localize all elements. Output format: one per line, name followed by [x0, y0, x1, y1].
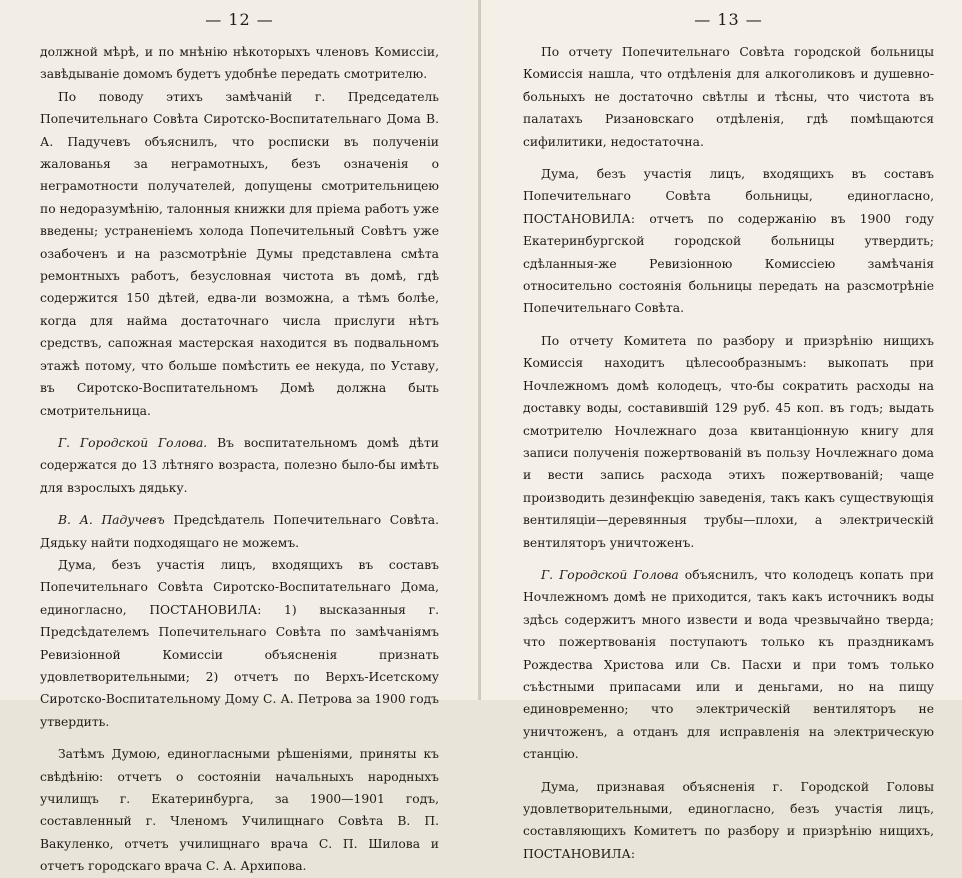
paragraph: По поводу этихъ замѣчаній г. Председатель Попечительнаго Совѣта Сиротско-Воспитательнаго Дома В. А. Падучевъ объяснилъ, что росписки въ полученіи жалованья за неграмотныхъ, безъ означенія о неграмотности получателей, допущены смотрительницею по недоразумѣнію, талонныя книжки для пріема работъ уже введены; устраненіемъ холода Попечительный Совѣтъ уже озабоченъ и на разсмотрѣніе Думы представлена смѣта ремонтныхъ работъ, безусловная чистота въ домѣ, гдѣ содержится 150 дѣтей, едва-ли возможна, а тѣмъ болѣе, когда для найма достаточнаго числа прислуги нѣтъ средствъ, сапожная мастерская находится въ подвальномъ этажѣ потому, что больше помѣстить ее некуда, по Уставу, въ Сиротско-Воспитательномъ Домѣ должна быть смотрительница. [40, 89, 439, 418]
paragraph: По отчету Комитета по разбору и призрѣнію нищихъ Комиссія находитъ цѣлесообразнымъ: выкопать при Ночлежномъ домѣ колодецъ, что-бы сократить расходы на доставку воды, составившій 129 руб. 45 коп. въ годъ; выдать смотрителю Ночлежнаго доза квитанціонную книгу для записи полученія пожертвованій въ пользу Ночлежнаго дома и вести запись расхода этихъ пожертвованій; чаще производить дезинфекцію заведенія, такъ какъ существующія вентиляціи—деревянныя трубы—плохи, а электрическій вентиляторъ уничтоженъ. [523, 333, 934, 550]
speaker-name: Г. Городской Голова. [58, 435, 208, 450]
page-number-left: — 12 — [205, 10, 274, 29]
speaker-name: Г. Городской Голова [541, 567, 679, 582]
paragraph: Дума, безъ участія лицъ, входящихъ въ составъ Попечительнаго Совѣта Сиротско-Воспитательнаго Дома, единогласно, ПОСТАНОВИЛА: 1) высказанныя г. Предсѣдателемъ Попечительнаго Совѣта по замѣчаніямъ Ревизіонной Комиссіи объясненія признать удовлетворительными; 2) отчетъ по Верхъ-Исетскому Сиротско-Воспитательному Дому С. А. Петрова за 1900 годъ утвердить. [40, 557, 439, 729]
paragraph [40, 432, 439, 499]
left-page [0, 0, 481, 874]
paragraph: Дума, безъ участія лицъ, входящихъ въ составъ Попечительнаго Совѣта больницы, единогласно, ПОСТАНОВИЛА: отчетъ по содержанію въ 1900 году Екатеринбургской городской больницы утвердить; сдѣланныя-же Ревизіонною Комиссіею замѣчанія относительно состоянія больницы передать на разсмотрѣніе Попечительнаго Совѣта. [523, 167, 934, 316]
paragraph: Дума, признавая объясненія г. Городской Головы удовлетворительными, единогласно, безъ участія лицъ, составляющихъ Комитетъ по разбору и призрѣнію нищихъ, ПОСТАНОВИЛА: [523, 779, 934, 861]
paragraph [523, 564, 934, 766]
speaker-name: В. А. Падучевъ [58, 513, 165, 528]
paragraph: Затѣмъ Думою, единогласными рѣшеніями, приняты къ свѣдѣнію: отчетъ о состояніи начальныхъ народныхъ училищъ г. Екатеринбурга, за 1900—1901 годъ, составленный г. Членомъ Училищнаго Совѣта В. П. Вакуленко, отчетъ училищнаго врача С. П. Шилова и отчетъ городскаго врача С. А. Архипова. [40, 747, 439, 874]
paragraph: По отчету Попечительнаго Совѣта городской больницы Комиссія нашла, что отдѣленія для алкоголиковъ и душевно-больныхъ не достаточно свѣтлы и тѣсны, что чистота въ палатахъ Ризановскаго отдѣленія, гдѣ помѣщаются сифилитики, недостаточна. [523, 45, 934, 149]
speaker-text: объяснилъ, что колодецъ копать при Ночлежномъ домѣ не приходится, такъ какъ источникъ воды здѣсь содержитъ много извести и вода чрезвычайно тверда; что пожертвованія поступаютъ только къ праздникамъ Рождества Христова или Св. Пасхи и при томъ только съѣстными припасами или и деньгами, но на пищу единовременно; что электрическій вентиляторъ не уничтоженъ, а отданъ для исправленія на электрическую станцію. [523, 567, 934, 762]
paragraph: должной мѣрѣ, и по мнѣнію нѣкоторыхъ членовъ Комиссіи, завѣдываніе домомъ будетъ удобнѣе передать смотрителю. [40, 45, 439, 82]
speaker-text: Въ воспитательномъ домѣ дѣти содержатся до 13 лѣтняго возраста, полезно было-бы имѣть для взрослыхъ дядьку. [40, 435, 439, 495]
page-number-right: — 13 — [694, 10, 763, 29]
paragraph [40, 509, 439, 554]
speaker-text: Предсѣдатель Попечительнаго Совѣта. Дядьку найти подходящаго не можемъ. [40, 513, 439, 550]
right-page [481, 0, 962, 861]
